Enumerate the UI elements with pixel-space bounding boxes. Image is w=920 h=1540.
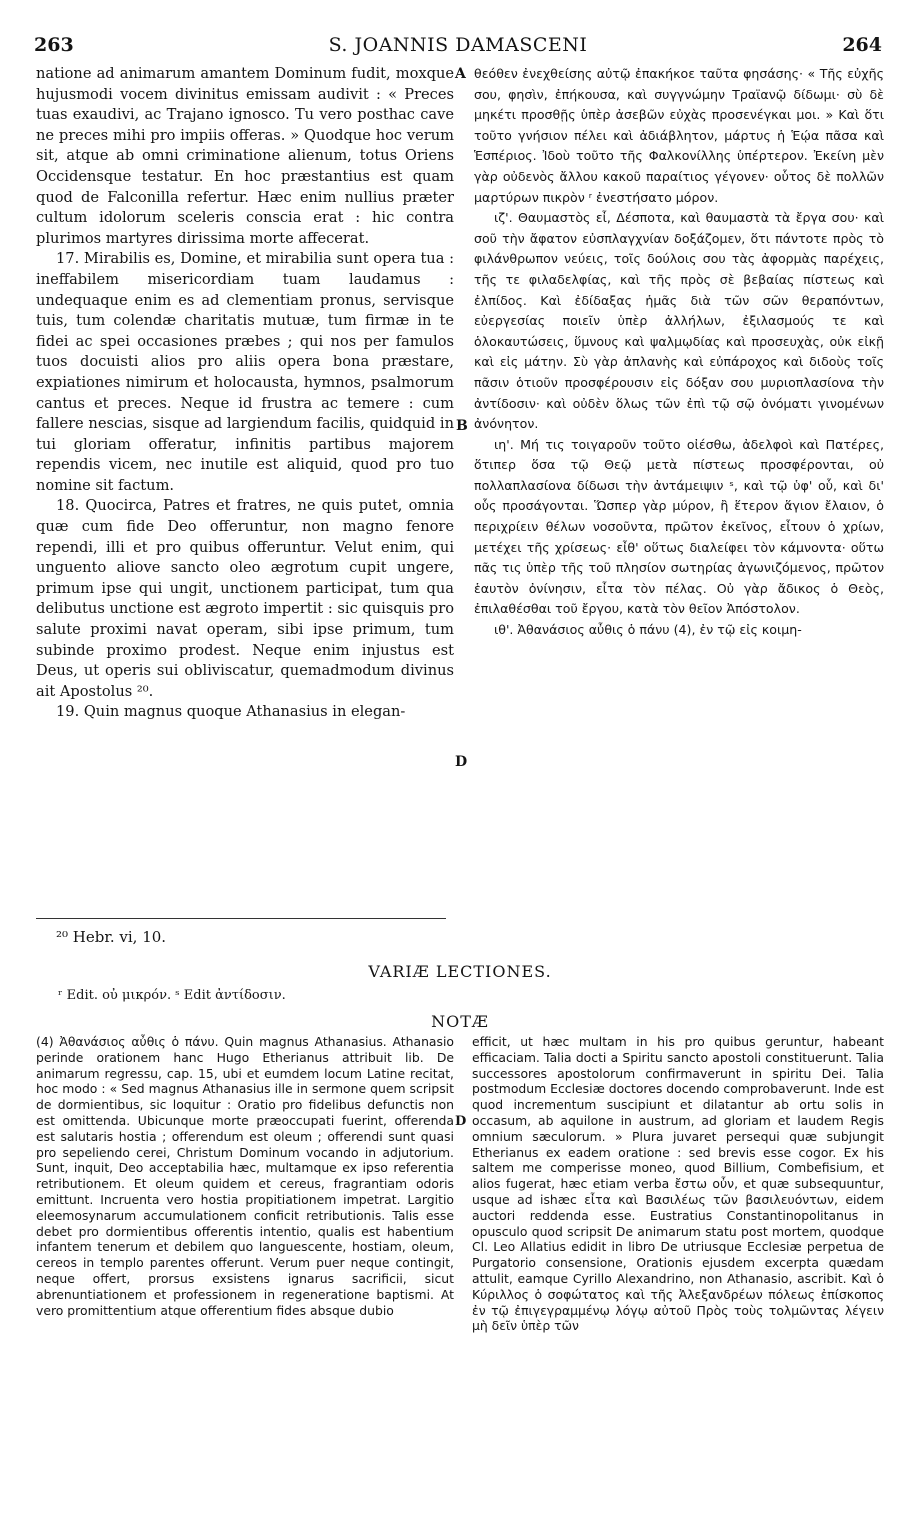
footnote-rule — [36, 918, 446, 919]
greek-column — [474, 64, 884, 641]
variae-lectiones-heading: VARIÆ LECTIONES. — [368, 962, 552, 981]
page-number-left: 263 — [34, 34, 74, 56]
footnote: ²⁰ Hebr. vi, 10. — [56, 928, 167, 946]
margin-letter-a: A — [455, 66, 466, 82]
latin-paragraph: 19. Quin magnus quoque Athanasius in elegan- — [56, 703, 406, 721]
margin-letter-d: D — [455, 1114, 467, 1129]
notae-text: efficit, ut hæc multam in his pro quibus geruntur, habeant efficaciam. Talia docti a Spiritu sancto apostoli constituerunt. Talia successores apostolorum confirmaverunt in spiritu Dei. Talia postmodum Ecclesiæ doctores docendo comprobaverunt. Inde est quod incrementum suscipiunt et dilatantur ab ortu solis in occasum, ab aquilone in austrum, ad gloriam et laudem Regis omnium sæculorum. » Plura juvaret persequi quæ subjungit Etherianus ex eadem oratione : sed brevis esse cogor. Ex his saltem me comperisse moneo, quod Billium, Combefisium, et alios fugerat, hæc etiam verba ἔστω οὖν, et quæ subsequuntur, usque ad ishæc εἶτα καὶ Βασιλέως τῶν βασιλευόντων, eidem auctori reddenda esse. Eustratius Constantinopolitanus in opusculo quod scripsit De animarum statu post mortem, quodque Cl. Leo Allatius edidit in libro De utriusque Ecclesiæ perpetua de Purgatorio consensione, Orationis ejusdem excerpta quædam attulit, eamque Cyrillo Alexandrino, non Athanasio, ascribit. Καὶ ὁ Κύριλλος ὁ σοφώτατος καὶ τῆς Ἀλεξανδρέων πόλεως ἐπίσκοπος ἐν τῷ ἐπιγεγραμμένῳ λόγῳ αὐτοῦ Πρὸς τοὺς τολμῶντας λέγειν μὴ δεῖν ὑπὲρ τῶν — [472, 1034, 884, 1334]
greek-paragraph: ιζ'. Θαυμαστὸς εἶ, Δέσποτα, καὶ θαυμαστὰ τὰ ἔργα σου· καὶ σοῦ τὴν ἄφατον εὐσπλαγχνίαν δοξάζομεν, ὅτι πάντοτε πρὸς τὸ φιλάνθρωπον νεύεις, τοῖς δούλοις σου τὰς ἀφορμὰς παρέχεις, τῆς τε φιλαδελφίας, καὶ τῆς πρὸς σὲ βεβαίας πίστεως καὶ ἐλπίδος. Καὶ ἐδίδαξας ἡμᾶς διὰ τῶν σῶν θεραπόντων, εὐεργεσίας ποιεῖν ὑπὲρ ἀλλήλων, ἐξιλασμούς τε καὶ ὁλοκαυτώσεις, ὕμνους καὶ ψαλμῳδίας καὶ προσευχὰς, οὐκ εἰκῇ καὶ εἰς μάτην. Σὺ γὰρ ἀπλανὴς καὶ εὐπάροχος καὶ διδοὺς τοῖς πᾶσιν ὁτιοῦν προσφέρουσιν εἰς δόξαν σου μυριοπλασίονα τὴν ἀντίδοσιν· καὶ οὐδὲν ὅλως τῶν ἐπὶ τῷ σῷ ὀνόματι γινομένων ἀνόνητον. — [474, 210, 884, 432]
latin-paragraph: 17. Mirabilis es, Domine, et mirabilia sunt opera tua : ineffabilem misericordiam tuam laudamus : undequaque enim es ad clementiam pronus, servisque tuis, tum colendæ charitatis mutuæ, tum firmæ in te fidei ac spei occasiones præbes ; qui nos per famulos tuos docuisti alios pro aliis opera bona præstare, expiationes nimirum et holocausta, hymnos, psalmorum cantus et preces. Neque id frustra ac temere : cum fallere nescias, sisque ad largiendum facilis, quidquid in tui gloriam offeratur, infinitis partibus majorem rependis vicem, nec inutile est aliquid, quod pro tuo nomine sit factum. — [36, 250, 454, 494]
variae-lectiones-text: ʳ Edit. οὐ μικρόν. ˢ Edit ἀντίδοσιν. — [58, 988, 286, 1003]
running-header — [34, 34, 882, 60]
page-number-right: 264 — [842, 34, 882, 56]
latin-column — [36, 64, 454, 723]
greek-paragraph: θεόθεν ἐνεχθείσης αὐτῷ ἐπακήκοε ταῦτα φησάσης· « Τῆς εὐχῆς σου, φησὶν, ἐπήκουσα, καὶ συγγνώμην Τραϊανῷ δίδωμι· σὺ δὲ μηκέτι προσθῇς ὑπὲρ ἀσεβῶν εὐχὰς προσενέγκαι μοι. » Καὶ ὅτι τοῦτο γνήσιον πέλει καὶ ἀδιάβλητον, μάρτυς ἡ Ἑῴα πᾶσα καὶ Ἑσπέριος. Ἰδοὺ τοῦτο τῆς Φαλκονίλλης ὑπέρτερον. Ἐκείνη μὲν γὰρ οὐδενὸς ἄλλου κακοῦ παραίτιος γέγονεν· οὗτος δὲ πολλῶν μαρτύρων πικρὸν ʳ ἐνεστήσατο μόρον. — [474, 66, 884, 205]
greek-paragraph: ιη'. Μή τις τοιγαροῦν τοῦτο οἰέσθω, ἀδελφοὶ καὶ Πατέρες, ὅτιπερ ὅσα τῷ Θεῷ μετὰ πίστεως προσφέρονται, οὐ πολλαπλασίονα δίδωσι τὴν ἀντάμειψιν ˢ, καὶ τῷ ὑφ' οὗ, καὶ δι' οὗς προσάγονται. Ὥσπερ γὰρ μύρον, ἢ ἕτερον ἅγιον ἔλαιον, ὁ περιχρίειν θέλων νοσοῦντα, πρῶτον ἐκεῖνος, εἶτουν ὁ χρίων, μετέχει τῆς χρίσεως· εἶθ' οὕτως διαλείφει τὸν κάμνοντα· οὕτω πᾶς τις ὑπὲρ τῆς τοῦ πλησίον σωτηρίας ἀγωνιζόμενος, πρῶτον ἑαυτὸν ὀνίνησιν, εἶτα τὸν πέλας. Οὐ γὰρ ἄδικος ὁ Θεὸς, ἐπιλαθέσθαι τοῦ ἔργου, κατὰ τὸν θεῖον Ἀπόστολον. — [474, 436, 884, 617]
latin-paragraph: natione ad animarum amantem Dominum fudit, moxque hujusmodi vocem divinitus emissam audivit : « Preces tuas exaudivi, ac Trajano ignosco. Tu vero posthac cave ne preces mihi pro impiis offeras. » Quodque hoc verum sit, atque ab omni criminatione alienum, totus Oriens Occidensque testatur. En hoc præstantius est quam quod de Falconilla refertur. Hæc enim nullius præter cultum idolorum sceleris conscia erat : hic contra plurimos martyres dirissima morte affecerat. — [36, 65, 454, 247]
margin-letter-d: D — [455, 754, 468, 770]
running-title: S. JOANNIS DAMASCENI — [328, 34, 588, 56]
notae-text: (4) Ἀθανάσιος αὖθις ὁ πάνυ. Quin magnus Athanasius. Athanasio perinde orationem hanc Hugo Etherianus attribuit lib. De animarum regressu, cap. 15, ubi et eumdem locum Latine recitat, hoc modo : « Sed magnus Athanasius ille in sermone quem scripsit de dormientibus, sic loquitur : Oratio pro fidelibus defunctis non est omittenda. Ubicunque morte præoccupati fuerint, offerenda est salutaris hostia ; offerendum est oleum ; offerendi sunt quasi pro sepeliendo cerei, Christum Dominum vocando in adjutorium. Sunt, inquit, Deo acceptabilia hæc, multamque ex ipso referentia retributionem. Et oleum quidem et cereus, fragrantiam odoris emittunt. Incruenta vero hostia propitiationem impetrat. Largitio eleemosynarum accumulationem conficit retributionis. Talis esse debet pro dormientibus offerentis intentio, qualis est habentium infantem tenerum et debilem quo languescente, hostiam, oleum, cereos in templo parentes offerunt. Verum puer neque contingit, neque offert, prorsus exsistens ignarus sacrificii, sicut abrenuntiationem et professionem in regeneratione baptismi. At vero promittentium atque offerentium fides absque dubio — [36, 1034, 454, 1318]
notae-left-column — [36, 1034, 454, 1318]
notae-right-column — [472, 1034, 884, 1334]
latin-paragraph: 18. Quocirca, Patres et fratres, ne quis putet, omnia quæ cum fide Deo offeruntur, non magno fenore rependi, illi et pro quibus offeruntur. Velut enim, qui unguento aliove sancto oleo ægrotum cupit ungere, primum ipse qui ungit, unctionem participat, tum qua delibutus unctione est ægroto impertit : sic quisquis pro salute proximi navat operam, sibi ipse primum, tum subinde proximo prodest. Neque enim injustus est Deus, ut operis sui obliviscatur, quemadmodum divinus ait Apostolus ²⁰. — [36, 497, 454, 700]
greek-paragraph: ιθ'. Ἀθανάσιος αὖθις ὁ πάνυ (4), ἐν τῷ εἰς κοιμη- — [494, 622, 802, 638]
notae-heading: NOTÆ — [431, 1012, 489, 1031]
margin-letter-b: B — [456, 418, 468, 434]
